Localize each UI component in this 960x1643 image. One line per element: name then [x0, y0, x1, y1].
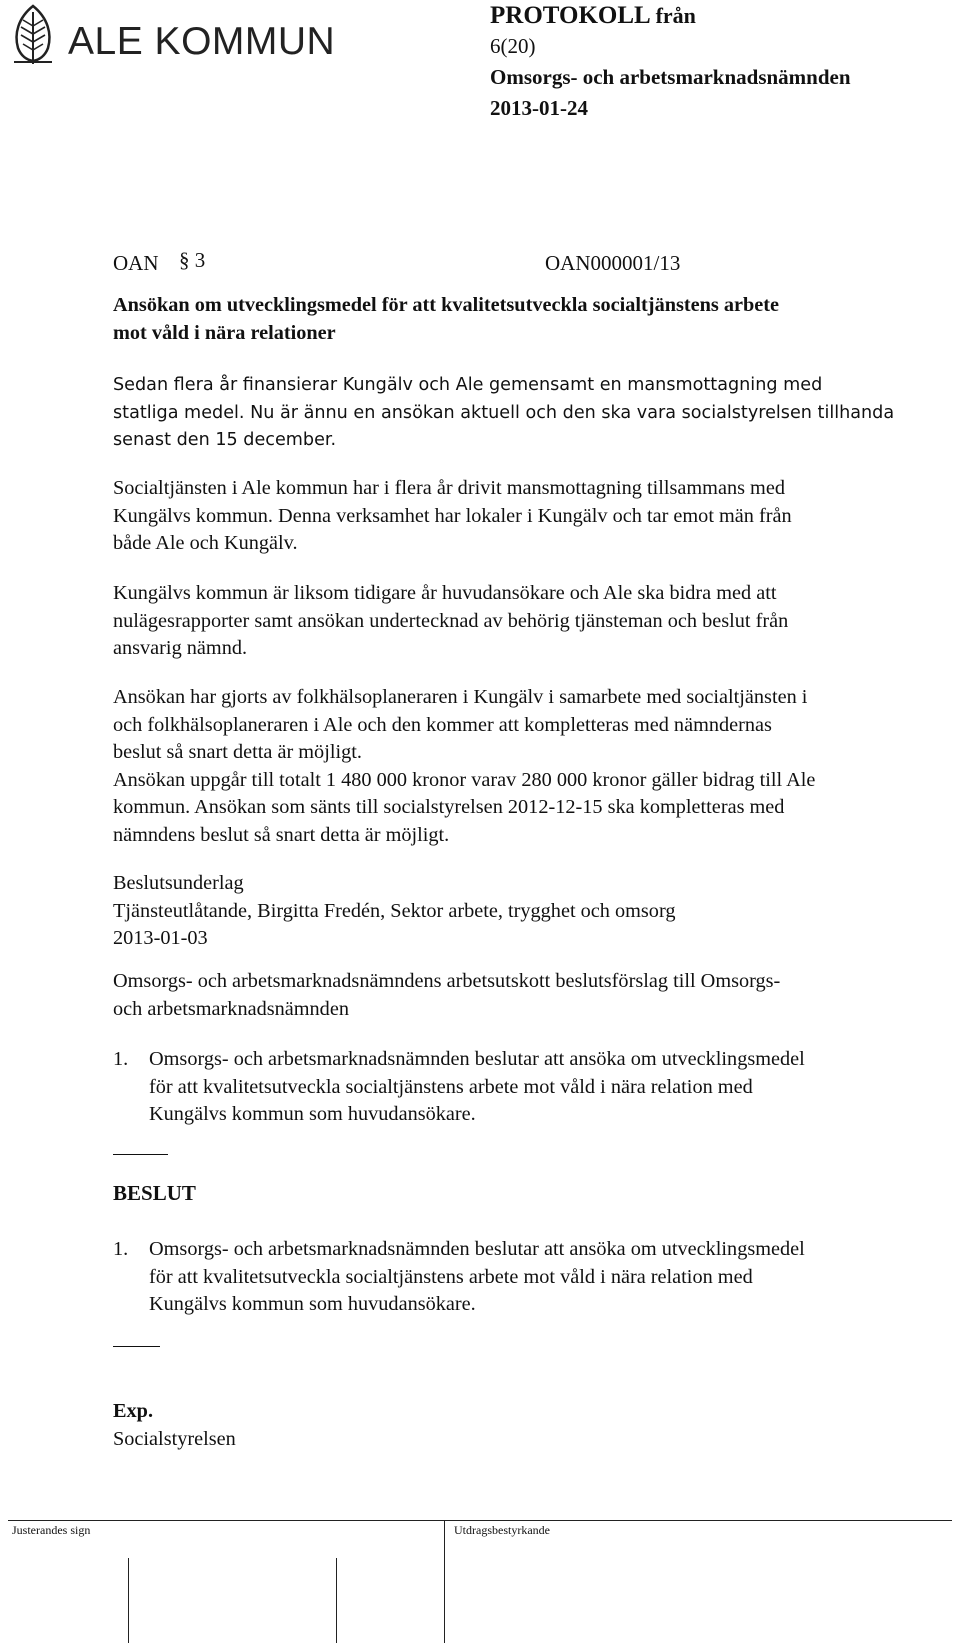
list-number: 1. — [113, 1238, 129, 1260]
section-symbol: § — [179, 248, 190, 272]
footer-rule — [8, 1520, 952, 1521]
case-prefix: OAN — [113, 251, 159, 275]
signature-box-divider — [128, 1558, 129, 1643]
proposal-intro: Omsorgs- och arbetsmarknadsnämndens arbetsutskott beslutsförslag till Omsorgs- och arbetsmarknadsnämnden — [113, 970, 781, 1020]
section-number: § 3 — [179, 248, 206, 272]
paragraph-2: Socialtjänsten i Ale kommun har i flera år drivit mansmottagning tillsammans med Kungälvs kommun. Denna verksamhet har lokaler i Kungälv och tar emot män från både Ale och Kungälv. — [113, 477, 792, 554]
document-header — [490, 0, 851, 124]
decision-heading: BESLUT — [113, 1181, 196, 1205]
leaf-emblem-icon — [10, 4, 56, 66]
paragraph-4: Ansökan har gjorts av folkhälsoplaneraren i Kungälv i samarbete med socialtjänsten i och folkhälsoplaneraren i Ale och den kommer att kompletteras med nämndernas beslut så snart detta är möjligt. Ansökan uppgår till totalt 1 480 000 kronor varav 280 000 kronor gäller bidrag till Ale kommun. Ansökan som sänts till socialstyrelsen 2012-12-15 ska kompletteras med nämndens beslut så snart detta är möjligt. — [113, 686, 816, 846]
list-number: 1. — [113, 1048, 129, 1070]
proposal-list-item — [113, 1046, 893, 1130]
protocol-label: PROTOKOLL — [490, 2, 650, 29]
protocol-title — [490, 0, 851, 31]
logo-wordmark: ALE KOMMUN — [68, 20, 336, 63]
page-number: 6(20) — [490, 34, 536, 58]
expedition-recipient: Socialstyrelsen — [113, 1427, 236, 1450]
meeting-date: 2013-01-24 — [490, 96, 588, 120]
separator-rule — [113, 1346, 160, 1347]
extract-label: Utdragsbestyrkande — [454, 1523, 550, 1537]
decision-list-item — [113, 1236, 893, 1320]
footer-center-divider — [444, 1520, 445, 1643]
sign-label: Justerandes sign — [12, 1523, 91, 1537]
expedition-heading: Exp. — [113, 1400, 154, 1422]
signature-box-divider — [336, 1558, 337, 1643]
registry-number: OAN000001/13 — [545, 251, 681, 275]
ale-kommun-logo — [10, 4, 390, 74]
protocol-suffix: från — [655, 3, 696, 28]
case-title: Ansökan om utvecklingsmedel för att kvalitetsutveckla socialtjänstens arbete mot våld i nära relationer — [113, 294, 780, 344]
paragraph-3: Kungälvs kommun är liksom tidigare år huvudansökare och Ale ska bidra med att nulägesrapporter samt ansökan undertecknad av behörig tjänsteman och beslut från ansvarig nämnd. — [113, 582, 789, 659]
decision-basis-heading: Beslutsunderlag — [113, 872, 244, 894]
signature-footer — [8, 1520, 960, 1643]
decision-basis: Beslutsunderlag Tjänsteutlåtande, Birgitta Fredén, Sektor arbete, trygghet och omsorg 2013-01-03 — [113, 872, 676, 949]
separator-rule — [113, 1154, 168, 1155]
committee-name: Omsorgs- och arbetsmarknadsnämnden — [490, 65, 851, 89]
list-item-text: Omsorgs- och arbetsmarknadsnämnden beslutar att ansöka om utvecklingsmedel för att kvalitetsutveckla socialtjänstens arbete mot våld i nära relation med Kungälvs kommun som huvudansökare. — [149, 1238, 805, 1315]
list-item-text: Omsorgs- och arbetsmarknadsnämnden beslutar att ansöka om utvecklingsmedel för att kvalitetsutveckla socialtjänstens arbete mot våld i nära relation med Kungälvs kommun som huvudansökare. — [149, 1048, 805, 1125]
case-reference — [113, 248, 713, 281]
expedition — [113, 1398, 236, 1453]
paragraph-1: Sedan flera år finansierar Kungälv och Ale gemensamt en mansmottagning med statliga medel. Nu är ännu en ansökan aktuell och den ska vara socialstyrelsen tillhanda senast den 15 december. — [113, 375, 895, 450]
